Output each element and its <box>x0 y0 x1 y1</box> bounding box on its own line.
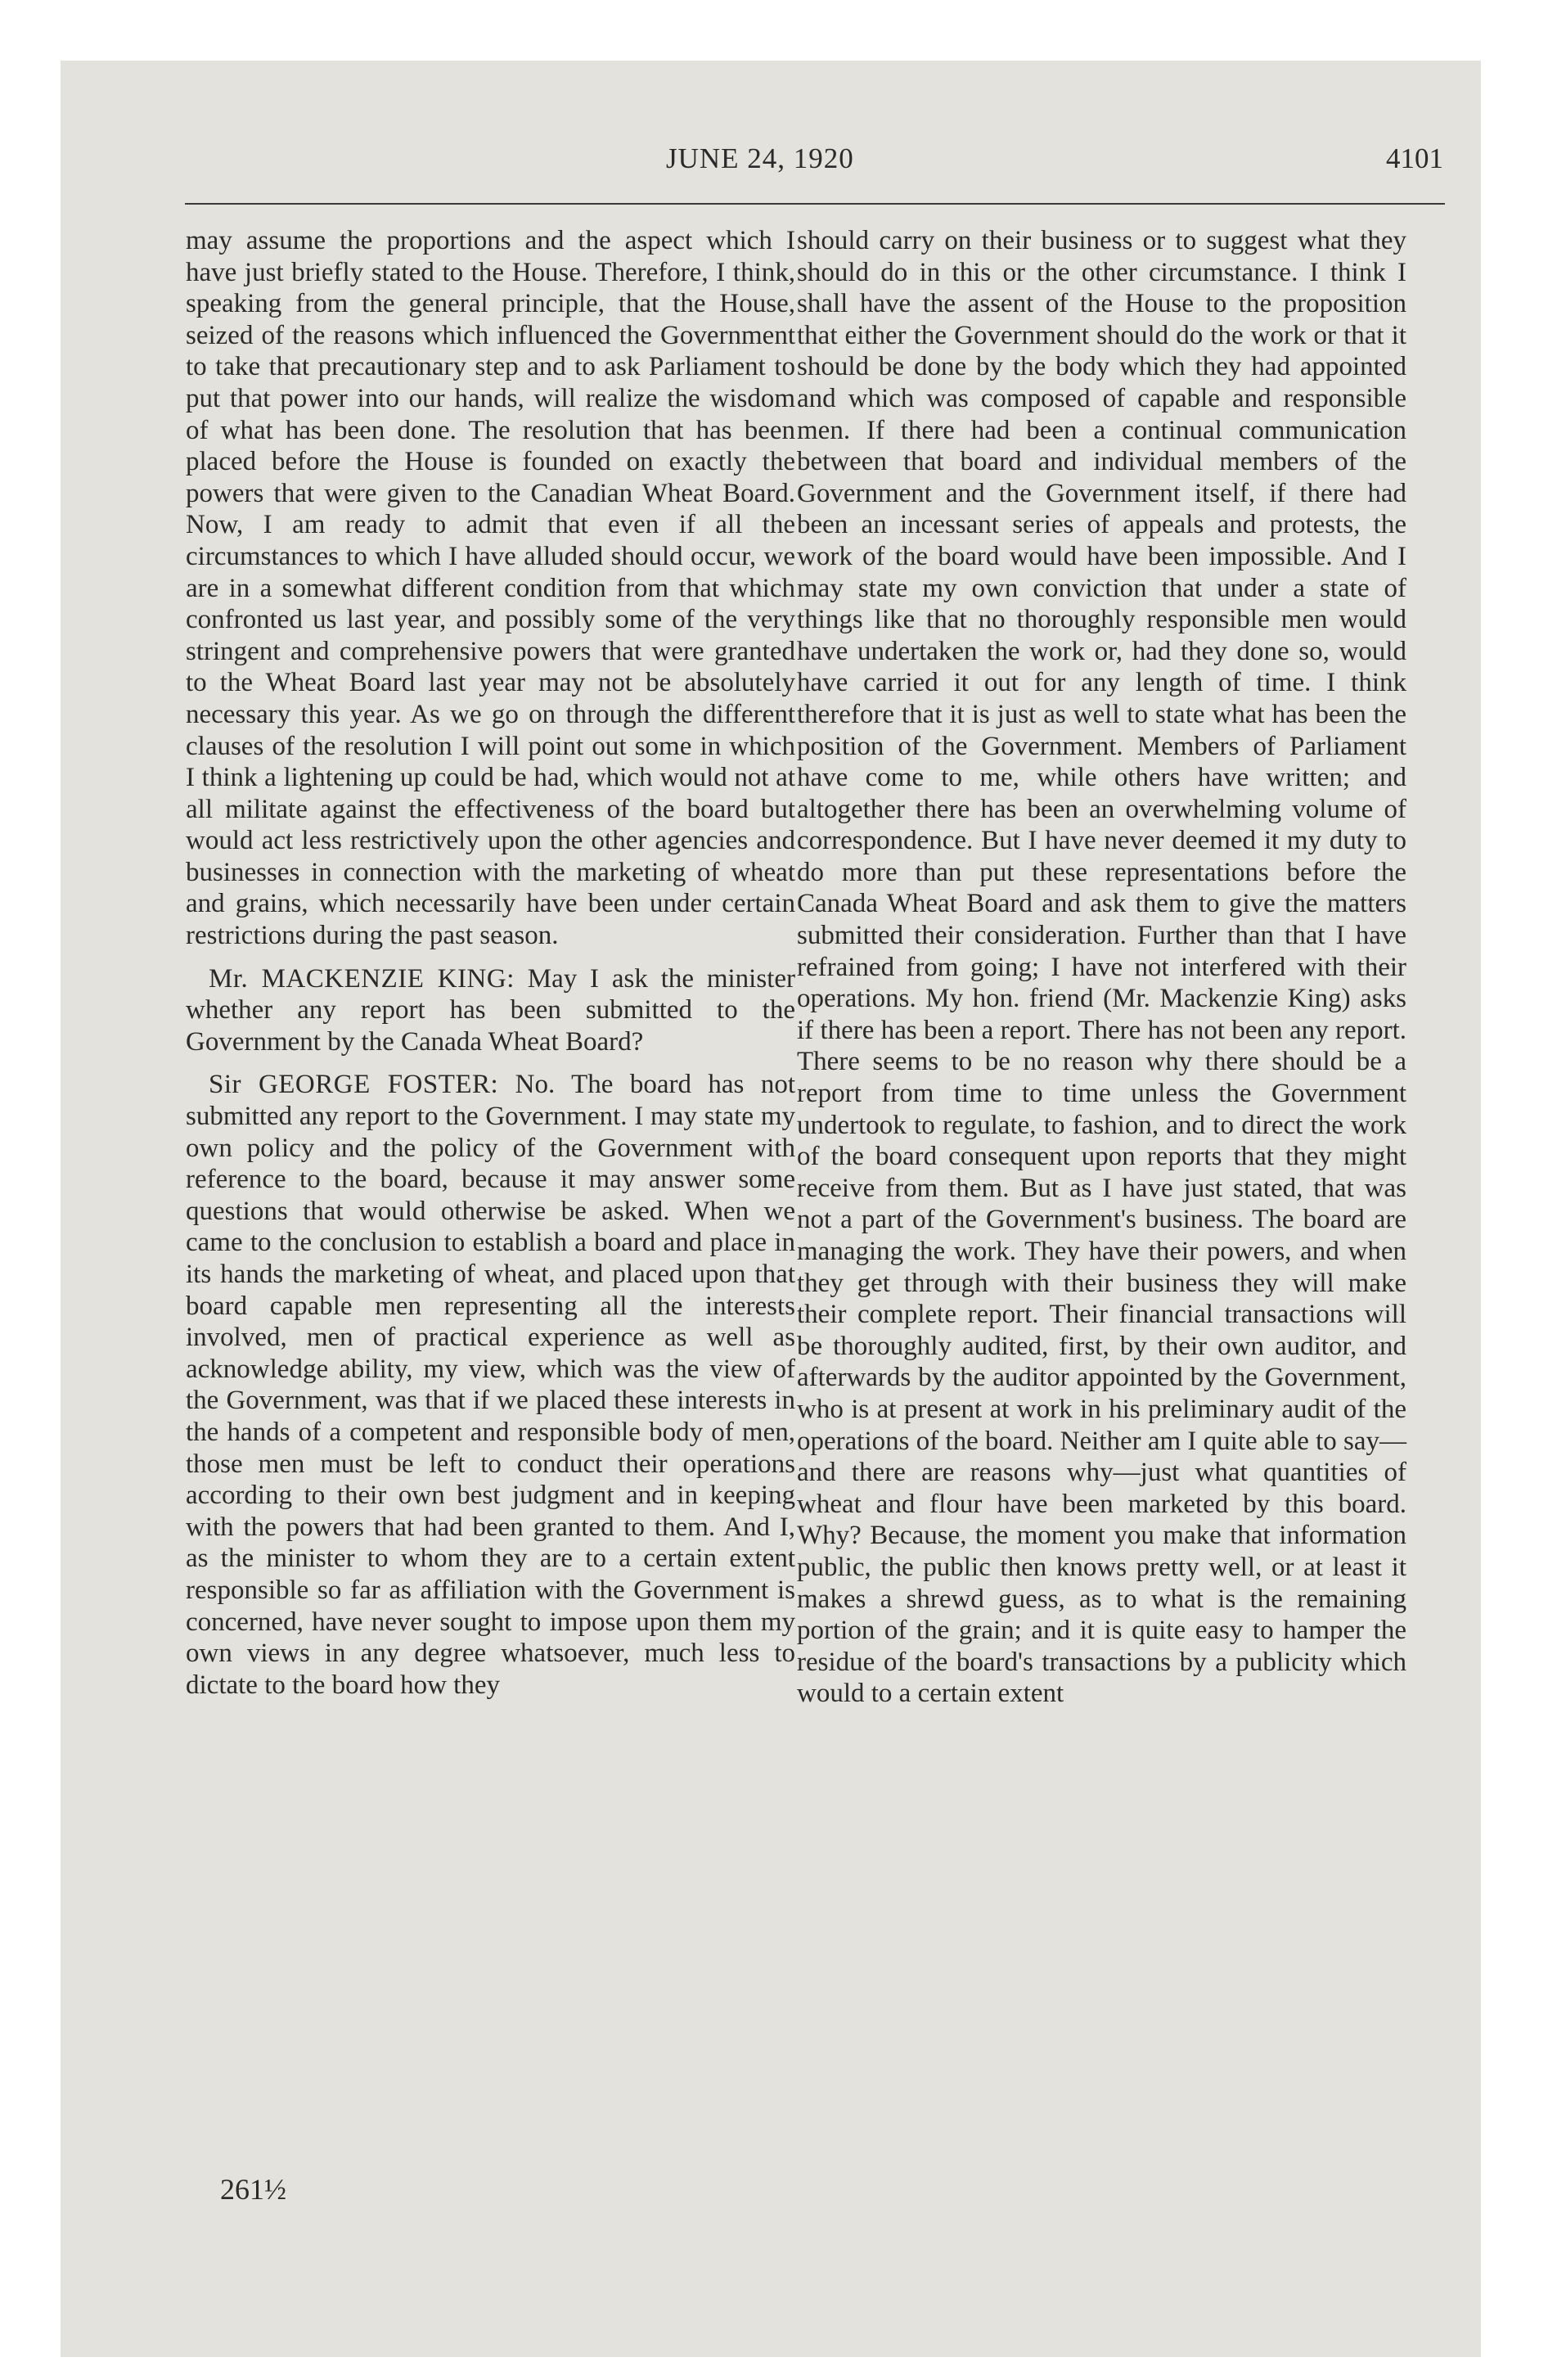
right-column <box>797 225 1406 1710</box>
signature-mark: 261½ <box>220 2173 286 2206</box>
left-column <box>186 225 795 1701</box>
hansard-page <box>61 61 1481 2357</box>
page-header <box>183 142 1443 178</box>
header-rule <box>185 203 1445 205</box>
speech-text: No. The board has not submitted any report to the Government. I may state my own policy and the policy of the Government with reference to the board, because it may answer some questions that would otherwise be asked. When we came to the conclusion to establish a board and place in its hands the marketing of wheat, and placed upon that board capable men representing all the interests involved, men of practical experience as well as acknowledge ability, my view, which was the view of the Government, was that if we placed these interests in the hands of a competent and responsible body of men, those men must be left to conduct their operations according to their own best judgment and in keeping with the powers that had been granted to them. And I, as the minister to whom they are to a certain extent responsible so far as affiliation with the Government is concerned, have never sought to impose upon them my own views in any degree whatsoever, much less to dictate to the board how they <box>186 1070 795 1700</box>
left-paragraph-continued: may assume the proportions and the aspect which I have just briefly stated to the House. Therefore, I think, speaking from the general principle, that the House, seized of the reasons which influenced the Government to take that precautionary step and to ask Parliament to put that power into our hands, will realize the wisdom of what has been done. The resolution that has been placed before the House is founded on exactly the powers that were given to the Canadian Wheat Board. Now, I am ready to admit that even if all the circumstances to which I have alluded should occur, we are in a somewhat different condition from that which confronted us last year, and possibly some of the very stringent and comprehensive powers that were granted to the Wheat Board last year may not be absolutely necessary this year. As we go on through the different clauses of the resolution I will point out some in which I think a lightening up could be had, which would not at all militate against the effectiveness of the board but would act less restrictively upon the other agencies and businesses in connection with the marketing of wheat and grains, which necessarily have been under certain restrictions during the past season. <box>186 226 795 951</box>
speech-text: May I ask the minister whether any report has been submitted to the Government by the Canada Wheat Board? <box>186 963 796 1057</box>
speaker-name: Sir GEORGE FOSTER: <box>209 1070 499 1100</box>
speech-george-foster <box>186 1069 795 1701</box>
page-number: 4101 <box>1386 142 1443 174</box>
right-paragraph-continued: should carry on their business or to suggest what they should do in this or the other circumstance. I think I shall have the assent of the House to the proposition that either the Government should do the work or that it should be done by the body which they had appointed and which was composed of capable and responsible men. If there had been a continual communication between that board and individual members of the Government and the Government itself, if there had been an incessant series of appeals and protests, the work of the board would have been impossible. And I may state my own conviction that under a state of things like that no thoroughly responsible men would have undertaken the work or, had they done so, would have carried it out for any length of time. I think therefore that it is just as well to state what has been the position of the Government. Members of Parliament have come to me, while others have written; and altogether there has been an overwhelming volume of correspondence. But I have never deemed it my duty to do more than put these representations before the Canada Wheat Board and ask them to give the matters submitted their consideration. Further than that I have refrained from going; I have not interfered with their operations. My hon. friend (Mr. Mackenzie King) asks if there has been a report. There has not been any report. There seems to be no reason why there should be a report from time to time unless the Government undertook to regulate, to fashion, and to direct the work of the board consequent upon reports that they might receive from them. But as I have just stated, that was not a part of the Government's business. The board are managing the work. They have their powers, and when they get through with their business they will make their complete report. Their financial transactions will be thoroughly audited, first, by their own auditor, and afterwards by the auditor appointed by the Government, who is at present at work in his preliminary audit of the operations of the board. Neither am I quite able to say—and there are reasons why—just what quantities of wheat and flour have been marketed by this board. Why? Because, the moment you make that information public, the public then knows pretty well, or at least it makes a shrewd guess, as to what is the remaining portion of the grain; and it is quite easy to hamper the residue of the board's transactions by a publicity which would to a certain extent <box>797 226 1407 1709</box>
speaker-name: Mr. MACKENZIE KING: <box>209 963 515 994</box>
speech-mackenzie-king <box>186 963 795 1058</box>
header-date: JUNE 24, 1920 <box>666 142 854 174</box>
